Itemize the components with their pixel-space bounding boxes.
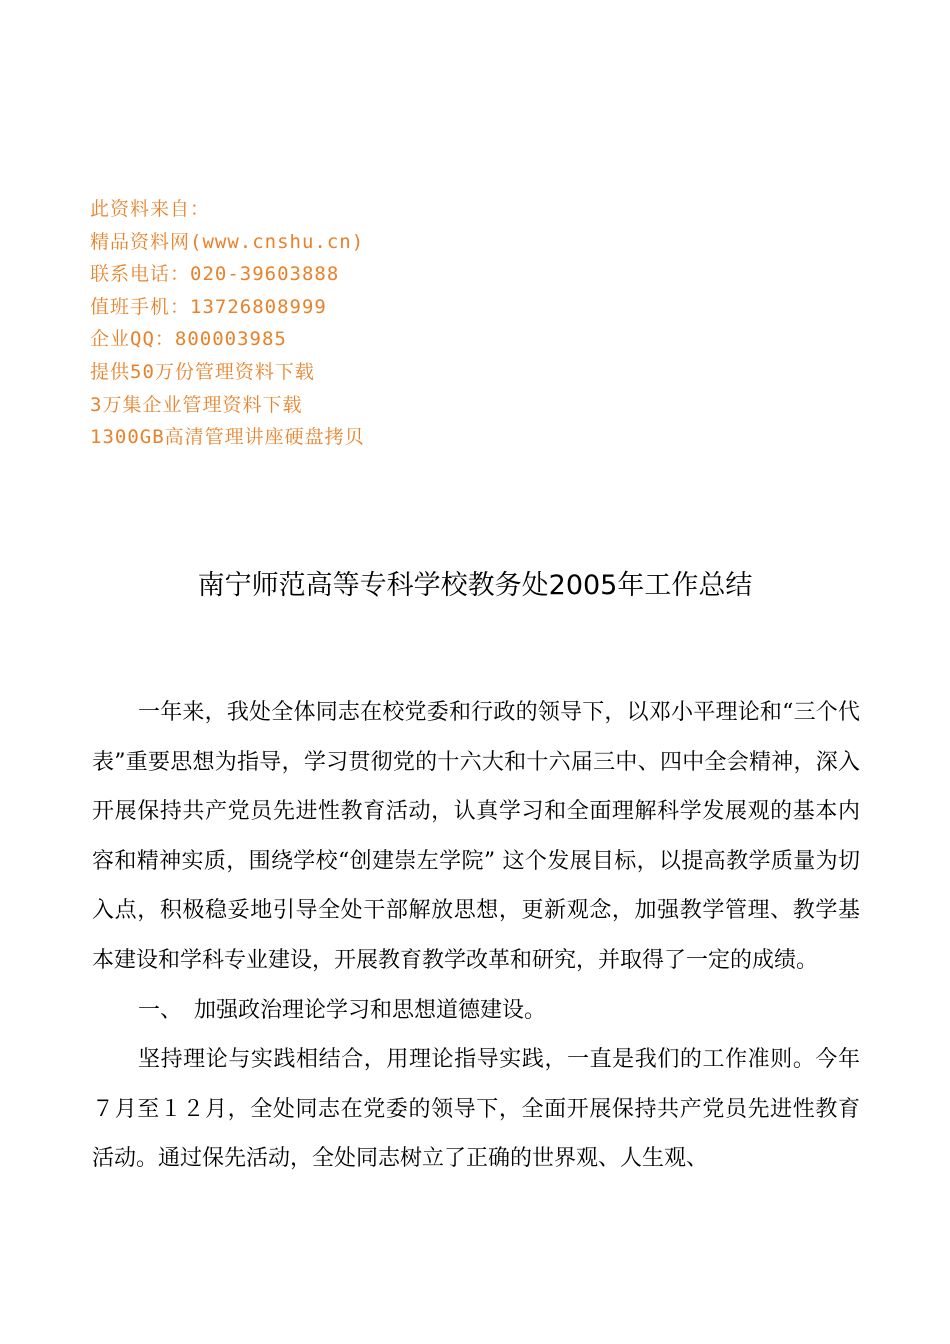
section-1-number: 一、 [138, 997, 183, 1023]
source-line-phone: 联系电话：020-39603888 [90, 263, 340, 286]
source-line-mobile: 值班手机：13726808999 [90, 295, 327, 318]
document-title: 南宁师范高等专科学校教务处2005年工作总结 [197, 570, 753, 601]
source-line-offer-2: 3万集企业管理资料下载 [90, 393, 303, 416]
intro-paragraph: 一年来，我处全体同志在校党委和行政的领导下，以邓小平理论和“三个代表”重要思想为指导，学习贯彻党的十六大和十六届三中、四中全会精神，深入开展保持共产党员先进性教育活动，认真学习和全面理解科学发展观的基本内容和精神实质，围绕学校“创建崇左学院” 这个发展目标，以提高教学质量为切入点，积极稳妥地引导全处干部解放思想，更新观念，加强教学管理、教学基本建设和学科专业建设，开展教育教学改革和研究，并取得了一定的成绩。 [92, 700, 860, 973]
source-line-offer-3: 1300GB高清管理讲座硬盘拷贝 [90, 426, 365, 449]
section-1-heading [92, 986, 860, 1036]
source-line-offer-1: 提供50万份管理资料下载 [90, 360, 315, 383]
document-body [92, 688, 860, 1184]
section-1-paragraph: 坚持理论与实践相结合，用理论指导实践，一直是我们的工作准则。今年７月至１２月，全处同志在党委的领导下，全面开展保持共产党员先进性教育活动。通过保先活动，全处同志树立了正确的世界观、人生观、 [92, 1047, 860, 1172]
source-line-qq: 企业QQ：800003985 [90, 328, 287, 351]
source-info-block [90, 193, 790, 454]
section-1-heading-text: 加强政治理论学习和思想道德建设。 [194, 997, 547, 1023]
source-line-website: 精品资料网(www.cnshu.cn) [90, 230, 365, 253]
source-line-header: 此资料来自： [90, 198, 211, 220]
